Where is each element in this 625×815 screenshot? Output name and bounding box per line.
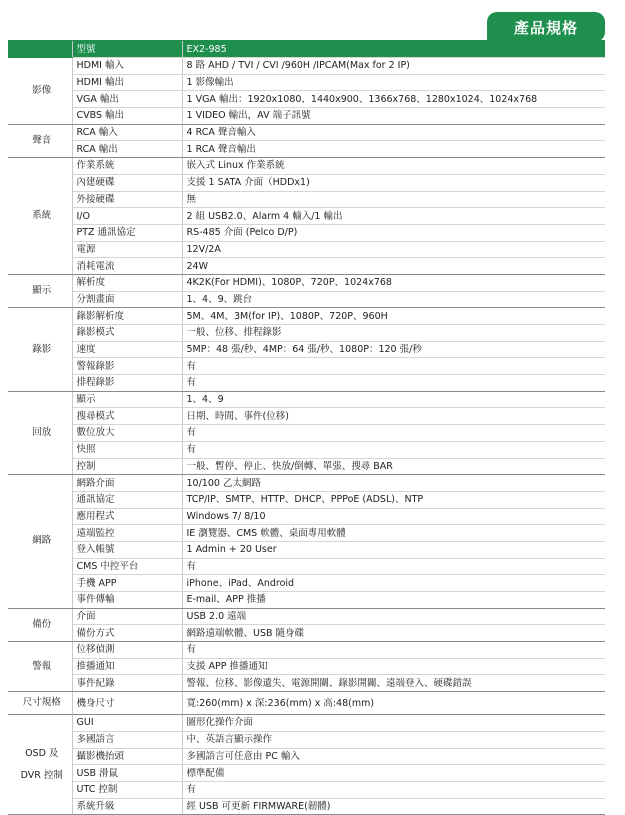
spec-item: GUI	[72, 715, 182, 732]
table-row	[8, 124, 605, 141]
spec-table	[8, 41, 605, 815]
table-row	[8, 658, 605, 675]
spec-value: 無	[182, 191, 605, 208]
spec-value: 有	[182, 642, 605, 659]
spec-value: 10/100 乙太網路	[182, 475, 605, 492]
spec-item: PTZ 通訊協定	[72, 224, 182, 241]
table-row	[8, 425, 605, 442]
spec-value: 有	[182, 781, 605, 798]
spec-item: 錄影解析度	[72, 308, 182, 325]
spec-item: 外接硬碟	[72, 191, 182, 208]
spec-item: 事件傳輸	[72, 592, 182, 609]
spec-item: 多國語言	[72, 731, 182, 748]
header-blank	[8, 41, 72, 58]
spec-value: 1、4、9、跳台	[182, 291, 605, 308]
spec-item: 登入帳號	[72, 541, 182, 558]
spec-item: 快照	[72, 441, 182, 458]
table-row	[8, 608, 605, 625]
spec-value: RS-485 介面 (Pelco D/P)	[182, 224, 605, 241]
spec-item: 錄影模式	[72, 325, 182, 342]
table-row	[8, 291, 605, 308]
spec-item: 內建硬碟	[72, 174, 182, 191]
spec-item: 推播通知	[72, 658, 182, 675]
table-row	[8, 108, 605, 125]
spec-value: 圖形化操作介面	[182, 715, 605, 732]
spec-item: 電源	[72, 241, 182, 258]
section-badge: 產品規格	[487, 12, 605, 42]
spec-item: 顯示	[72, 391, 182, 408]
table-row	[8, 625, 605, 642]
spec-value: 有	[182, 358, 605, 375]
table-row	[8, 91, 605, 108]
spec-value: 有	[182, 441, 605, 458]
table-row	[8, 358, 605, 375]
table-row	[8, 675, 605, 692]
spec-value: 24W	[182, 258, 605, 275]
spec-value: 標準配備	[182, 765, 605, 782]
spec-value: 一般、暫停、停止、快放/倒轉、單張、搜尋 BAR	[182, 458, 605, 475]
spec-item: 遠端監控	[72, 525, 182, 542]
table-row	[8, 158, 605, 175]
spec-value: 1、4、9	[182, 391, 605, 408]
category-cell: 錄影	[8, 308, 72, 391]
spec-value: TCP/IP、SMTP、HTTP、DHCP、PPPoE (ADSL)、NTP	[182, 491, 605, 508]
spec-value: 嵌入式 Linux 作業系統	[182, 158, 605, 175]
table-row	[8, 58, 605, 75]
model-label: 型號	[72, 41, 182, 58]
table-row	[8, 798, 605, 815]
spec-value: iPhone、iPad、Android	[182, 575, 605, 592]
table-row	[8, 781, 605, 798]
spec-item: 通訊協定	[72, 491, 182, 508]
spec-value: 日期、時間、事件(位移)	[182, 408, 605, 425]
spec-item: RCA 輸入	[72, 124, 182, 141]
spec-item: 位移偵測	[72, 642, 182, 659]
spec-value: 寬:260(mm) x 深:236(mm) x 高:48(mm)	[182, 692, 605, 715]
table-row	[8, 224, 605, 241]
spec-value: 多國語言可任意由 PC 輸入	[182, 748, 605, 765]
spec-value: IE 瀏覽器、CMS 軟體、桌面專用軟體	[182, 525, 605, 542]
table-row	[8, 274, 605, 291]
table-row	[8, 441, 605, 458]
table-row	[8, 748, 605, 765]
table-row	[8, 692, 605, 715]
spec-item: 分割畫面	[72, 291, 182, 308]
spec-item: RCA 輸出	[72, 141, 182, 158]
spec-value: 支援 1 SATA 介面（HDDx1)	[182, 174, 605, 191]
spec-item: USB 滑鼠	[72, 765, 182, 782]
table-row	[8, 325, 605, 342]
table-row	[8, 491, 605, 508]
table-row	[8, 558, 605, 575]
category-cell: 回放	[8, 391, 72, 474]
table-row	[8, 642, 605, 659]
spec-value: 8 路 AHD / TVI / CVI /960H /IPCAM(Max for 2 IP)	[182, 58, 605, 75]
category-cell: 聲音	[8, 124, 72, 157]
spec-item: 應用程式	[72, 508, 182, 525]
table-row	[8, 141, 605, 158]
spec-item: 排程錄影	[72, 375, 182, 392]
spec-item: 消耗電流	[72, 258, 182, 275]
table-row	[8, 375, 605, 392]
spec-item: CMS 中控平台	[72, 558, 182, 575]
spec-item: I/O	[72, 208, 182, 225]
spec-item: VGA 輸出	[72, 91, 182, 108]
spec-value: 有	[182, 375, 605, 392]
table-row	[8, 258, 605, 275]
spec-item: HDMI 輸出	[72, 74, 182, 91]
table-row	[8, 191, 605, 208]
spec-value: E-mail、APP 推播	[182, 592, 605, 609]
category-cell: 網路	[8, 475, 72, 609]
spec-item: 速度	[72, 341, 182, 358]
spec-item: 事件紀錄	[72, 675, 182, 692]
spec-item: 警報錄影	[72, 358, 182, 375]
spec-item: 網路介面	[72, 475, 182, 492]
spec-value: 經 USB 可更新 FIRMWARE(韌體)	[182, 798, 605, 815]
category-cell: 警報	[8, 642, 72, 692]
spec-value: USB 2.0 遠端	[182, 608, 605, 625]
spec-item: HDMI 輸入	[72, 58, 182, 75]
table-row	[8, 508, 605, 525]
spec-value: 中、英語言顯示操作	[182, 731, 605, 748]
table-row	[8, 208, 605, 225]
category-cell: 尺寸規格	[8, 692, 72, 715]
spec-item: 數位放大	[72, 425, 182, 442]
spec-item: 介面	[72, 608, 182, 625]
spec-item: CVBS 輸出	[72, 108, 182, 125]
spec-value: 5MP：48 張/秒、4MP：64 張/秒、1080P：120 張/秒	[182, 341, 605, 358]
spec-value: 網路遠端軟體、USB 隨身碟	[182, 625, 605, 642]
spec-value: 4 RCA 聲音輸入	[182, 124, 605, 141]
table-row	[8, 174, 605, 191]
spec-value: 5M、4M、3M(for IP)、1080P、720P、960H	[182, 308, 605, 325]
spec-value: 4K2K(For HDMI)、1080P、720P、1024x768	[182, 274, 605, 291]
spec-item: 解析度	[72, 274, 182, 291]
table-header-row	[8, 41, 605, 58]
spec-value: 有	[182, 558, 605, 575]
spec-value: 支援 APP 推播通知	[182, 658, 605, 675]
spec-value: 1 VGA 輸出：1920x1080、1440x900、1366x768、1280x1024、1024x768	[182, 91, 605, 108]
spec-value: 有	[182, 425, 605, 442]
spec-item: 作業系統	[72, 158, 182, 175]
table-row	[8, 241, 605, 258]
spec-value: 警報、位移、影像遺失、電源開關、錄影開關、遠端登入、硬碟錯誤	[182, 675, 605, 692]
category-cell: 系統	[8, 158, 72, 275]
table-row	[8, 592, 605, 609]
table-row	[8, 341, 605, 358]
table-row	[8, 765, 605, 782]
spec-item: 手機 APP	[72, 575, 182, 592]
spec-item: 搜尋模式	[72, 408, 182, 425]
spec-item: UTC 控制	[72, 781, 182, 798]
table-row	[8, 408, 605, 425]
table-row	[8, 458, 605, 475]
table-row	[8, 391, 605, 408]
table-row	[8, 575, 605, 592]
spec-value: Windows 7/ 8/10	[182, 508, 605, 525]
category-cell: 備份	[8, 608, 72, 641]
table-row	[8, 525, 605, 542]
spec-value: 12V/2A	[182, 241, 605, 258]
table-row	[8, 308, 605, 325]
spec-value: 1 影像輸出	[182, 74, 605, 91]
category-cell: 顯示	[8, 274, 72, 307]
category-cell: OSD 及 DVR 控制	[8, 715, 72, 815]
spec-item: 機身尺寸	[72, 692, 182, 715]
spec-item: 攝影機抬頭	[72, 748, 182, 765]
table-row	[8, 475, 605, 492]
spec-value: 1 RCA 聲音輸出	[182, 141, 605, 158]
spec-value: 1 VIDEO 輸出，AV 端子訊號	[182, 108, 605, 125]
model-value: EX2-985	[182, 41, 605, 58]
spec-value: 2 組 USB2.0、Alarm 4 輸入/1 輸出	[182, 208, 605, 225]
table-row	[8, 715, 605, 732]
table-row	[8, 731, 605, 748]
spec-item: 備份方式	[72, 625, 182, 642]
spec-value: 一般、位移、排程錄影	[182, 325, 605, 342]
category-cell: 影像	[8, 58, 72, 125]
table-row	[8, 74, 605, 91]
table-row	[8, 541, 605, 558]
spec-item: 控制	[72, 458, 182, 475]
spec-value: 1 Admin + 20 User	[182, 541, 605, 558]
spec-item: 系統升級	[72, 798, 182, 815]
